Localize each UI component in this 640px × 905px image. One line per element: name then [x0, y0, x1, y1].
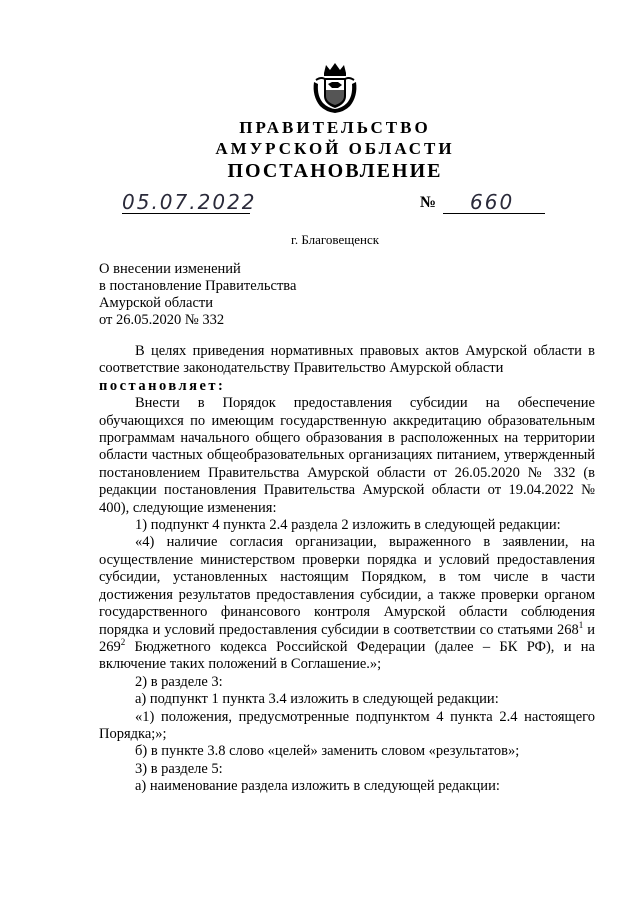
paragraph: 2) в разделе 3: [135, 673, 223, 690]
subject-line: от 26.05.2020 № 332 [99, 312, 225, 328]
paragraph: Внести в Порядок предоставления субсидии на обеспечение обучающихся по имеющим государственную аккредитацию образовательным программам начального общего образования в расположенных на территории области частных общеобразовательных организациях питанием, утвержденный постановлением Правительства Амурской области от 26.05.2020 № 332 (в редакции постановления Правительства Амурской области от 19.04.2022 № 400), следующие изменения: [99, 395, 595, 516]
paragraph: 3) в разделе 5: [135, 760, 223, 777]
superscript: 1 [578, 619, 584, 630]
paragraph-text: и 269 [99, 621, 595, 655]
number-sign: № [420, 194, 437, 211]
subject-line: Амурской области [99, 295, 213, 311]
document-type: ПОСТАНОВЛЕНИЕ [227, 160, 443, 182]
document-date: 05.07.2022 [122, 190, 257, 214]
subject-line: в постановление Правительства [99, 278, 297, 294]
document-body [99, 343, 595, 796]
paragraph-text: «4) наличие согласия организации, выраженного в заявлении, на осуществление министерством проверки порядка и условий предоставления субсидии, установленных настоящим Порядком, в том числе в части достижения результатов предоставления субсидии, а также проверки органом государственного финансового контроля Амурской области соблюдения порядка и условий предоставления субсидии в соответствии со статьями 268 [99, 534, 595, 638]
paragraph: а) подпункт 1 пункта 3.4 изложить в следующей редакции: [135, 691, 499, 708]
coat-of-arms-icon [312, 62, 358, 114]
document-subject [99, 261, 296, 329]
paragraph: а) наименование раздела изложить в следующей редакции: [135, 778, 500, 795]
government-title: ПРАВИТЕЛЬСТВО [239, 118, 431, 137]
paragraph: «1) положения, предусмотренные подпунктом 4 пункта 2.4 настоящего Порядка;»; [99, 708, 595, 742]
subject-line: О внесении изменений [99, 261, 241, 277]
city: г. Благовещенск [290, 232, 380, 247]
region-title: АМУРСКОЙ ОБЛАСТИ [215, 139, 455, 158]
paragraph: б) в пункте 3.8 слово «целей» заменить словом «результатов»; [135, 743, 520, 760]
number-underline [443, 213, 545, 214]
paragraph-text: Бюджетного кодекса Российской Федерации (далее – БК РФ), и на включение таких положений в Соглашение.»; [99, 638, 595, 673]
document-number: 660 [470, 190, 515, 214]
paragraph [99, 534, 595, 673]
date-underline [122, 213, 250, 214]
intro-paragraph: В целях приведения нормативных правовых актов Амурской области в соответствие законодательству Правительство Амурской области [99, 343, 595, 377]
decree-word: постановляет: [99, 377, 226, 394]
paragraph: 1) подпункт 4 пункта 2.4 раздела 2 изложить в следующей редакции: [135, 517, 561, 534]
superscript: 2 [120, 637, 126, 648]
